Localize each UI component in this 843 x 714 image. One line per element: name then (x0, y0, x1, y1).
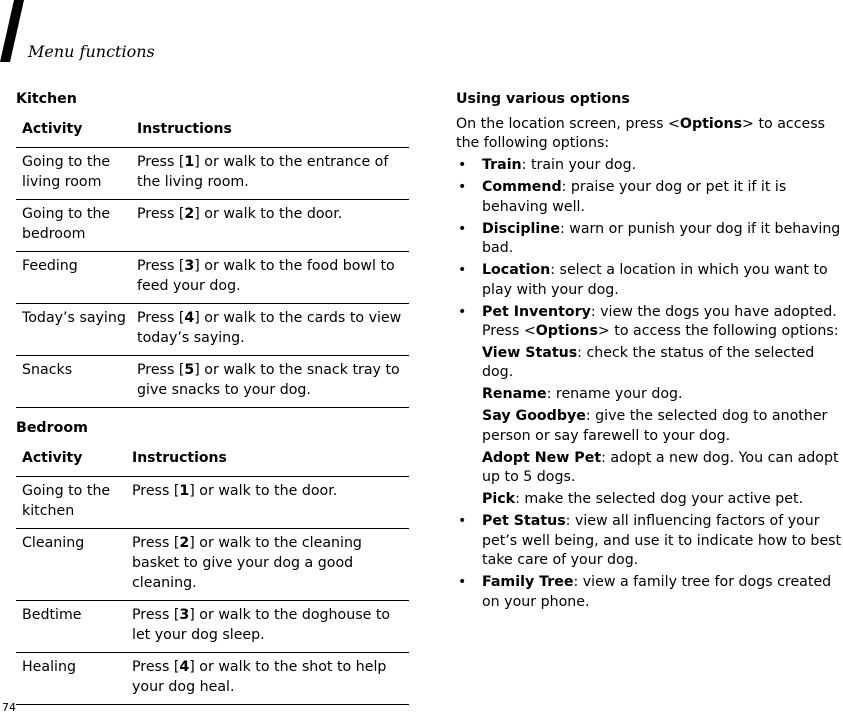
option-term: Family Tree (482, 574, 574, 590)
bedroom-heading: Bedroom (16, 420, 88, 436)
key-label: 3 (184, 258, 195, 274)
key-label: 1 (179, 483, 190, 499)
bullet-icon: • (458, 157, 467, 173)
key-label: 5 (184, 362, 195, 378)
table-row (16, 200, 409, 252)
column-header-instructions: Instructions (137, 120, 409, 148)
table-row (16, 653, 409, 705)
options-key: Options (679, 116, 743, 132)
list-item-commend: • Commend: praise your dog or pet it if it is behaving well. (458, 179, 787, 215)
table-row (16, 252, 409, 304)
kitchen-table (16, 120, 409, 408)
right-column (456, 90, 843, 615)
list-item-pet-inventory: • Pet Inventory: view the dogs you have adopted. Press <Options> to access the following options: View Status: check the status of the selected dog. Rename: rename your dog. Say Goodbye: give the selected dog to another person or say farewell to your dog. Adopt New Pet: adopt a new dog. You can adopt up to 5 dogs. Pick: make the selected dog your active pet. (456, 303, 843, 510)
column-header-activity: Activity (16, 120, 137, 148)
option-term: Discipline (482, 220, 560, 237)
activity-cell: Bedtime (16, 601, 132, 653)
bullet-icon: • (458, 574, 467, 590)
bullet-icon: • (458, 220, 467, 237)
bullet-icon: • (458, 179, 467, 195)
header-title: Menu functions (28, 42, 155, 61)
activity-cell: Snacks (16, 356, 137, 408)
column-header-activity: Activity (16, 449, 132, 477)
instruction-cell: Press [5] or walk to the snack tray to give snacks to your dog. (137, 356, 409, 408)
column-header-instructions: Instructions (132, 449, 409, 477)
instruction-cell: Press [1] or walk to the entrance of the living room. (137, 148, 409, 200)
table-row (16, 148, 409, 200)
sub-item-adopt-new-pet: Adopt New Pet: adopt a new dog. You can adopt up to 5 dogs. (482, 449, 839, 485)
table-row (16, 304, 409, 356)
page-number: 74 (2, 701, 16, 714)
list-item-pet-status: • Pet Status: view all influencing factors of your pet’s well being, and use it to indicate how to best take care of your dog. (458, 513, 842, 568)
list-item-discipline: • Discipline: warn or punish your dog if it behaving bad. (458, 220, 841, 256)
bullet-icon: • (458, 262, 467, 278)
activity-cell: Healing (16, 653, 132, 705)
activity-cell: Today’s saying (16, 304, 137, 356)
list-item-train: • Train: train your dog. (456, 156, 843, 176)
kitchen-heading: Kitchen (16, 91, 77, 107)
option-term: Pet Inventory (482, 303, 591, 320)
key-label: 4 (179, 659, 190, 675)
options-intro: On the location screen, press <Options> to access the following options: (456, 116, 826, 151)
options-list (456, 156, 843, 612)
left-column (16, 90, 409, 705)
key-label: 4 (184, 310, 195, 326)
header-accent-bar (0, 0, 24, 62)
activity-cell: Cleaning (16, 529, 132, 601)
key-label: 3 (179, 607, 190, 623)
key-label: 2 (184, 206, 195, 222)
list-item-location: • Location: select a location in which you want to play with your dog. (458, 262, 828, 298)
bedroom-table (16, 449, 409, 705)
table-row (16, 529, 409, 601)
option-term: Train (482, 157, 522, 173)
option-term: Location (482, 262, 551, 278)
instruction-cell: Press [2] or walk to the cleaning basket to give your dog a good cleaning. (132, 529, 409, 601)
instruction-cell: Press [3] or walk to the doghouse to let your dog sleep. (132, 601, 409, 653)
sub-item-view-status: View Status: check the status of the selected dog. (482, 344, 815, 380)
sub-item-rename: Rename: rename your dog. (482, 386, 683, 402)
options-key: Options (535, 323, 598, 339)
instruction-cell: Press [4] or walk to the shot to help your dog heal. (132, 653, 409, 705)
table-row (16, 477, 409, 529)
instruction-cell: Press [4] or walk to the cards to view today’s saying. (137, 304, 409, 356)
key-label: 2 (179, 535, 190, 551)
kitchen-table-header (16, 120, 409, 148)
activity-cell: Going to the bedroom (16, 200, 137, 252)
activity-cell: Going to the living room (16, 148, 137, 200)
instruction-cell: Press [1] or walk to the door. (132, 477, 409, 529)
list-item-family-tree: • Family Tree: view a family tree for dogs created on your phone. (458, 574, 832, 610)
activity-cell: Feeding (16, 252, 137, 304)
key-label: 1 (184, 154, 195, 170)
table-row (16, 601, 409, 653)
activity-cell: Going to the kitchen (16, 477, 132, 529)
option-term: Pet Status (482, 513, 566, 529)
bedroom-table-header (16, 449, 409, 477)
bullet-icon: • (458, 303, 467, 320)
table-row (16, 356, 409, 408)
bullet-icon: • (458, 513, 467, 529)
instruction-cell: Press [2] or walk to the door. (137, 200, 409, 252)
sub-item-say-goodbye: Say Goodbye: give the selected dog to another person or say farewell to your dog. (482, 408, 828, 444)
options-heading: Using various options (456, 91, 630, 107)
option-term: Commend (482, 179, 562, 195)
sub-item-pick: Pick: make the selected dog your active pet. (482, 491, 804, 507)
instruction-cell: Press [3] or walk to the food bowl to feed your dog. (137, 252, 409, 304)
